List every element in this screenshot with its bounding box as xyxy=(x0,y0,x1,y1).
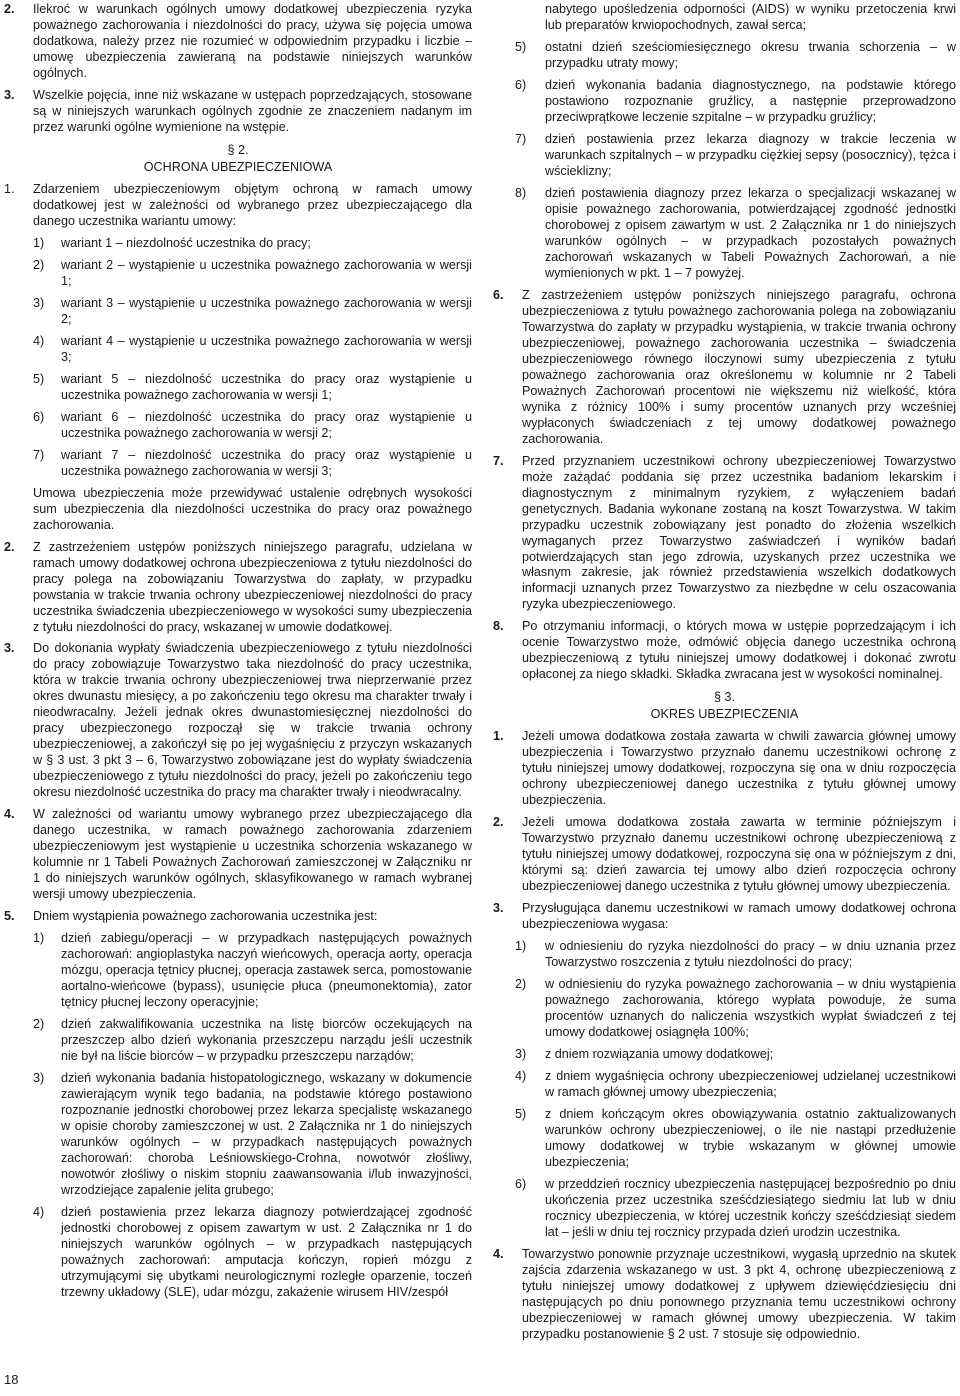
expiry-item xyxy=(493,939,956,971)
page-number: 18 xyxy=(4,1372,19,1387)
paragraph-number: 3. xyxy=(493,901,504,916)
list-item-text: z dniem rozwiązania umowy dodatkowej; xyxy=(545,1047,774,1062)
paragraph-number: 2. xyxy=(493,815,504,830)
list-item-number: 4) xyxy=(33,333,45,348)
list-item-number: 6) xyxy=(515,77,527,92)
paragraph-text: Zdarzeniem ubezpieczeniowym objętym ochroną w ramach umowy dodatkowej jest w zależności od wybranego przez ubezpieczającego dla danego uczestnika wariantu umowy: xyxy=(33,181,472,228)
list-item-number: 2) xyxy=(33,1017,45,1032)
paragraph-text: Towarzystwo ponownie przyznaje uczestnikowi, wygasłą uprzednio na skutek zajścia zdarzenia wskazanego w ust. 3 pkt 4, ochronę ubezpieczeniową z tytułu niniejszej umowy dodatkowej z upływem dziewięćdziesięciu dni następujących po dniu ponownego przyznania temu uczestnikowi ochrony ubezpieczeniowej w ramach głównej umowy ubezpieczenia. W takim przypadku postanowienie § 2 ust. 7 stosuje się odpowiednio. xyxy=(522,1246,956,1341)
paragraph-2-4 xyxy=(4,807,472,903)
list-item-text: dzień wykonania badania histopatologicznego, wskazany w dokumencie zawierającym wynik tego badania, na podstawie którego postawiono rozpoznanie jednostki chorobowej przez lekarza specjalistę wskazanego w opisie choroby zamieszczonej w ust. 2 Załącznika nr 1 do niniejszych warunków ogólnych – w przypadkach następujących poważnych zachorowań: choroba Leśniowskiego-Crohna, nowotwór złośliwy, nowotwór złośliwy o niskim stopniu zaawansowania i/lub inwazyjności, wrzodziejące zapalenie jelita grubego; xyxy=(61,1071,472,1197)
paragraph-text: Przed przyznaniem uczestnikowi ochrony ubezpieczeniowej Towarzystwo może zażądać poddania się przez uczestnika badaniom lekarskim i diagnostycznym z minimalnym ryzykiem, z wyłączeniem badań genetycznych. Badania wykonane zostaną na koszt Towarzystwa. W takim przypadku uczestnik zobowiązany jest ponadto do złożenia wszelkich wymaganych przez Towarzystwo zaświadczeń i wyników badań potwierdzających stan jego zdrowia, uzyskanych przez uczestnika we własnym zakresie, jak również przedstawienia wszelkich dodatkowych informacji uznanych przez Towarzystwo za niezbędne w celu oszacowania ryzyka ubezpieczeniowego. xyxy=(522,453,956,612)
list-item-text: wariant 1 – niezdolność uczestnika do pracy; xyxy=(61,235,311,250)
paragraph-number: 1. xyxy=(493,729,504,744)
paragraph-2-3 xyxy=(4,641,472,801)
paragraph-number: 2. xyxy=(4,2,15,16)
expiry-list xyxy=(493,939,956,1241)
list-item-text: w przeddzień rocznicy ubezpieczenia następującej bezpośrednio po dniu ukończenia przez uczestnika sześćdziesiątego siedmiu lat lub w dniu rocznicy ubezpieczenia, w której uczestnik kończy sześćdziesiąt siedem lat – jeśli w dniu tej rocznicy przypada dzień urodzin uczestnika. xyxy=(545,1176,956,1239)
paragraph-text: W zależności od wariantu umowy wybranego przez ubezpieczającego dla danego uczestnika, w ramach poważnego zachorowania zdarzeniem ubezpieczeniowym jest wystąpienie u uczestnika schorzenia wskazanego w kolumnie nr 1 Tabeli Poważnych Zachorowań zamieszczonej w Załączniku nr 1 do niniejszych warunków ogólnych, sklasyfikowanego w ramach wybranej wersji umowy ubezpieczenia. xyxy=(33,807,472,902)
paragraph-2-1 xyxy=(4,182,472,230)
paragraph-text: Z zastrzeżeniem ustępów poniższych niniejszego paragrafu, udzielana w ramach umowy dodatkowej ochrona ubezpieczeniowa z tytułu niezdolności do pracy polega na zobowiązaniu Towarzystwa do zapłaty, w przypadku powstania w trakcie trwania ochrony ubezpieczeniowej niezdolności do pracy uczestnika świadczenia ubezpieczeniowego w wysokości sumy ubezpieczenia z tytułu niezdolności do pracy, wskazanej w umowie dodatkowej. xyxy=(33,539,472,634)
paragraph-number: 2. xyxy=(4,539,15,554)
section-2-heading xyxy=(4,142,472,176)
list-item-number: 1) xyxy=(515,939,527,954)
illness-day-item xyxy=(493,78,956,126)
list-item-text: wariant 7 – niezdolność uczestnika do pracy oraz wystąpienie u uczestnika poważnego zachorowania w wersji 3; xyxy=(61,447,472,478)
expiry-item xyxy=(493,1047,956,1063)
paragraph-2-7 xyxy=(493,454,956,614)
illness-day-item xyxy=(493,132,956,180)
list-item-number: 4) xyxy=(33,1204,45,1219)
list-item-text: wariant 3 – wystąpienie u uczestnika poważnego zachorowania w wersji 2; xyxy=(61,295,472,326)
illness-day-item xyxy=(4,1205,472,1301)
section-title: OCHRONA UBEZPIECZENIOWA xyxy=(143,159,333,174)
expiry-item xyxy=(493,1107,956,1171)
list-item-text: z dniem kończącym okres obowiązywania ostatnio zaktualizowanych warunków ochrony ubezpieczeniowej, o ile nie nastąpi przedłużenie umowy dodatkowej w trybie wskazanym w głównej umowie ubezpieczenia; xyxy=(545,1107,956,1169)
list-item-number: 6) xyxy=(33,409,45,424)
variant-item xyxy=(4,236,472,252)
illness-day-item xyxy=(493,2,956,34)
paragraph-text: Z zastrzeżeniem ustępów poniższych niniejszego paragrafu, ochrona ubezpieczeniowa z tytułu poważnego zachorowania polega na zobowiązaniu Towarzystwa do zapłaty w przypadku wystąpienia, w trakcie trwania ochrony ubezpieczeniowej, poważnego zachorowania uczestnika – świadczenia ubezpieczeniowego równego iloczynowi sumy ubezpieczenia z tytułu poważnego zachorowania oraz określonemu w kolumnie nr 2 Tabeli Poważnych Zachorowań procentowi nie większemu niż wielkość, która wynika z różnicy 100% i sumy procentów uznanych przy wcześniej wypłaconych świadczeniach z tej umowy dodatkowej poważnego zachorowania. xyxy=(522,287,956,446)
variants-note xyxy=(4,486,472,534)
variant-item xyxy=(4,296,472,328)
list-item-text: dzień wykonania badania diagnostycznego, na podstawie którego postawiono rozpoznanie gruźlicy, a następnie przeprowadzono przeciwprątkowe leczenie szpitalne – w przypadku gruźlicy; xyxy=(545,77,956,124)
list-item-text: z dniem wygaśnięcia ochrony ubezpieczeniowej udzielanej uczestnikowi w ramach głównej umowy ubezpieczenia; xyxy=(545,1069,956,1100)
paragraph-3-4 xyxy=(493,1247,956,1343)
paragraph-number: 6. xyxy=(493,287,504,302)
right-column xyxy=(493,2,956,1349)
variant-item xyxy=(4,410,472,442)
paragraph-2-8 xyxy=(493,619,956,683)
list-item-number: 1) xyxy=(33,235,45,250)
list-item-text: dzień postawienia przez lekarza diagnozy w trakcie leczenia w warunkach szpitalnych – w przypadku ciężkiej sepsy (posocznicy), tężca i wścieklizny; xyxy=(545,131,956,178)
paragraph-text: Umowa ubezpieczenia może przewidywać ustalenie odrębnych wysokości sum ubezpieczenia dla niezdolności uczestnika do pracy oraz poważnego zachorowania. xyxy=(33,485,472,532)
paragraph-number: 4. xyxy=(4,807,15,822)
illness-day-list-continued xyxy=(493,2,956,282)
list-item-text: ostatni dzień sześciomiesięcznego okresu trwania schorzenia – w przypadku utraty mowy; xyxy=(545,39,956,70)
list-item-number: 5) xyxy=(515,1107,527,1122)
paragraph-number: 5. xyxy=(4,909,15,924)
paragraph-number: 3. xyxy=(4,87,15,102)
list-item-text: wariant 2 – wystąpienie u uczestnika poważnego zachorowania w wersji 1; xyxy=(61,257,472,288)
list-item-text: wariant 5 – niezdolność uczestnika do pracy oraz wystąpienie u uczestnika poważnego zachorowania w wersji 1; xyxy=(61,371,472,402)
list-item-number: 1) xyxy=(33,931,45,946)
paragraph-text: Po otrzymaniu informacji, o których mowa w ustępie poprzedzającym i ich ocenie Towarzystwo może, odmówić objęcia danego uczestnika ochroną ubezpieczeniową z tytułu niniejszej umowy dodatkowej i dokonać zwrotu opłaconej za niego składki. Składka zwracana jest w wysokości nominalnej. xyxy=(522,619,956,682)
expiry-item xyxy=(493,1069,956,1101)
list-item-text: wariant 4 – wystąpienie u uczestnika poważnego zachorowania w wersji 3; xyxy=(61,333,472,364)
variant-item xyxy=(4,448,472,480)
list-item-text: w odniesieniu do ryzyka niezdolności do pracy – w dniu uznania przez Towarzystwo roszczenia z tytułu niezdolności do pracy; xyxy=(545,939,956,970)
paragraph-1-2 xyxy=(4,2,472,82)
illness-day-item xyxy=(4,931,472,1011)
paragraph-number: 8. xyxy=(493,619,504,634)
list-item-number: 7) xyxy=(515,131,527,146)
illness-day-list xyxy=(4,931,472,1301)
list-item-number: 2) xyxy=(33,257,45,272)
paragraph-text: Przysługująca danemu uczestnikowi w ramach umowy dodatkowej ochrona ubezpieczeniowa wygasa: xyxy=(522,901,956,932)
list-item-number: 8) xyxy=(515,185,527,200)
variant-item xyxy=(4,334,472,366)
paragraph-text: Dniem wystąpienia poważnego zachorowania uczestnika jest: xyxy=(33,909,378,924)
list-item-text: dzień zabiegu/operacji – w przypadkach następujących poważnych zachorowań: angioplastyka naczyń wieńcowych, operacja aorty, operacja mózgu, operacja tętnicy płucnej, operacja zastawek serca, pomostowanie aortalno-wieńcowe (bypass), usunięcie płuca (pneumonektomia), zator tętnicy płucnej leczony operacyjnie; xyxy=(61,931,472,1010)
variant-item xyxy=(4,258,472,290)
illness-day-item xyxy=(4,1071,472,1199)
list-item-number: 5) xyxy=(515,39,527,54)
list-item-number: 3) xyxy=(33,295,45,310)
list-item-number: 6) xyxy=(515,1176,527,1191)
list-item-text: nabytego upośledzenia odporności (AIDS) w wyniku przetoczenia krwi lub preparatów krwiopochodnych, zawał serca; xyxy=(545,2,956,32)
section-number: § 3. xyxy=(713,690,735,705)
paragraph-number: 7. xyxy=(493,453,504,468)
paragraph-2-2 xyxy=(4,540,472,636)
paragraph-text: Jeżeli umowa dodatkowa została zawarta w chwili zawarcia głównej umowy ubezpieczenia i Towarzystwo przyznało danemu uczestnikowi ochronę z tytułu niniejszej umowy dodatkowej, rozpoczyna się ona w dniu rozpoczęcia ochrony ubezpieczeniowej danego uczestnika z tytułu głównej umowy ubezpieczenia. xyxy=(522,729,956,808)
list-item-text: wariant 6 – niezdolność uczestnika do pracy oraz wystąpienie u uczestnika poważnego zachorowania w wersji 2; xyxy=(61,409,472,440)
paragraph-1-3 xyxy=(4,88,472,136)
illness-day-item xyxy=(4,1017,472,1065)
list-item-number: 4) xyxy=(515,1069,527,1084)
list-item-number: 5) xyxy=(33,371,45,386)
illness-day-item xyxy=(493,40,956,72)
expiry-item xyxy=(493,1177,956,1241)
list-item-text: dzień postawienia diagnozy przez lekarza o specjalizacji wskazanej w opisie poważnego zachorowania, potwierdzającej zgodność jednostki chorobowej z opisem zawartym w ust. 2 Załącznika nr 1 do niniejszych warunków ogólnych – w przypadkach pozostałych poważnych zachorowań wskazanych w Tabeli Poważnych Zachorowań, a nie wymienionych w pkt. 1 – 7 powyżej. xyxy=(545,185,956,280)
section-3-heading xyxy=(493,689,956,723)
list-item-text: w odniesieniu do ryzyka poważnego zachorowania – w dniu wystąpienia poważnego zachorowania, którego wypłata powoduje, że suma procentów uznanych do naliczenia wszystkich wypłat świadczeń z tej umowy dodatkowej osiągnęła 100%; xyxy=(545,977,956,1040)
paragraph-number: 1. xyxy=(4,181,15,196)
list-item-number: 3) xyxy=(33,1071,45,1086)
list-item-text: dzień postawienia przez lekarza diagnozy potwierdzającej zgodność jednostki chorobowej z opisem zawartym w ust. 2 Załącznika nr 1 do niniejszych warunków ogólnych – w przypadkach następujących poważnych zachorowań: amputacja kończyn, ropień mózgu z utrzymującymi się ubytkami neurologicznymi rozległe oparzenie, toczeń trzewny układowy (SLE), udar mózgu, zakażenie wirusem HIV/zespół xyxy=(61,1204,472,1299)
expiry-item xyxy=(493,977,956,1041)
section-title: OKRES UBEZPIECZENIA xyxy=(650,707,799,722)
paragraph-number: 3. xyxy=(4,641,15,656)
variant-item xyxy=(4,372,472,404)
illness-day-item xyxy=(493,186,956,282)
list-item-text: dzień zakwalifikowania uczestnika na listę biorców oczekujących na przeszczep albo dzień wykonania przeszczepu narządu jeśli uczestnik nie był na liście biorców – w przypadku przeszczepu narządów; xyxy=(61,1017,472,1064)
paragraph-3-3 xyxy=(493,901,956,933)
paragraph-text: Wszelkie pojęcia, inne niż wskazane w ustępach poprzedzających, stosowane są w niniejszych warunkach ogólnych zgodnie ze znaczeniem nadanym im przez warunki ogólne wymienione na wstępie. xyxy=(33,87,472,134)
paragraph-text: Do dokonania wypłaty świadczenia ubezpieczeniowego z tytułu niezdolności do pracy zobowiązuje Towarzystwo taka niezdolność do pracy uczestnika, która w trakcie trwania ochrony ubezpieczeniowej trwa nieprzerwanie przez okres dwunastu miesięcy, a po zakończeniu tego okresu ma charakter trwały i nieodwracalny. Jeżeli jednak okres dwunastomiesięcznej niezdolności do pracy ubezpieczonego rozpoczął się w trakcie trwania ochrony ubezpieczeniowej, a zakończył się po jej wygaśnięciu z przyczyn wskazanych w § 3 ust. 3 pkt 3 – 6, Towarzystwo zobowiązane jest do wypłaty świadczenia ubezpieczeniowego z tytułu niezdolności do pracy, jeżeli po zakończeniu tego okresu niezdolność uczestnika do pracy ma charakter trwały i nieodwracalny. xyxy=(33,641,472,800)
paragraph-2-5 xyxy=(4,909,472,925)
variants-list xyxy=(4,236,472,480)
paragraph-3-2 xyxy=(493,815,956,895)
list-item-number: 3) xyxy=(515,1047,527,1062)
paragraph-text: Ilekroć w warunkach ogólnych umowy dodatkowej ubezpieczenia ryzyka poważnego zachorowania i niezdolności do pracy, używa się pojęcia umowa dodatkowa, należy przez nie rozumieć w odpowiednim przypadku i liczbie – umowę ubezpieczenia zawieraną na podstawie niniejszych warunków ogólnych. xyxy=(33,2,472,80)
paragraph-3-1 xyxy=(493,729,956,809)
left-column xyxy=(4,2,472,1307)
paragraph-text: Jeżeli umowa dodatkowa została zawarta w terminie późniejszym i Towarzystwo przyznało danemu uczestnikowi ochronę ubezpieczeniową z tytułu niniejszej umowy dodatkowej, rozpoczyna się ona w późniejszym z dni, którymi są: dzień zawarcia tej umowy albo dzień rozpoczęcia ochrony ubezpieczeniowej danego uczestnika z tytułu głównej umowy ubezpieczenia. xyxy=(522,815,956,894)
list-item-number: 7) xyxy=(33,447,45,462)
paragraph-number: 4. xyxy=(493,1246,504,1261)
section-number: § 2. xyxy=(227,142,249,157)
list-item-number: 2) xyxy=(515,977,527,992)
paragraph-2-6 xyxy=(493,288,956,448)
